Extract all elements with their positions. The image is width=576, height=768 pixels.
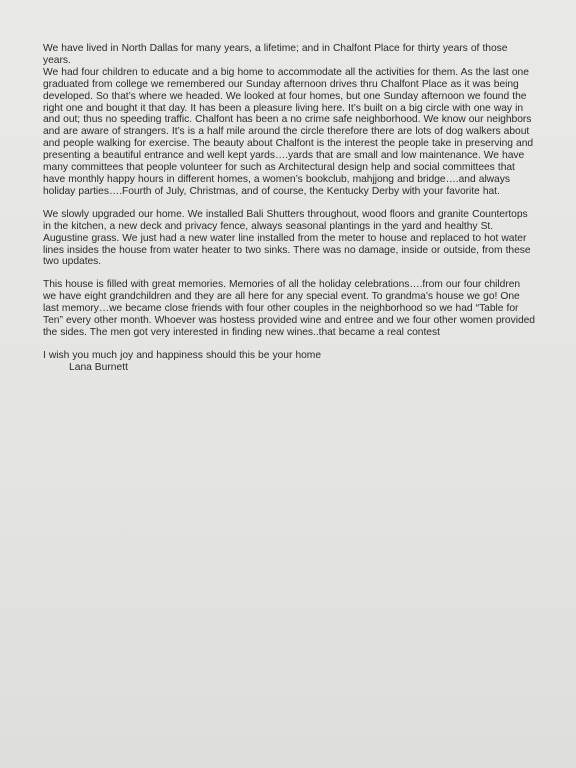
paragraph-closing: I wish you much joy and happiness should this be your home (43, 349, 322, 361)
paragraph-chalfont: We had four children to educate and a big home to accommodate all the activities for them. As the last one graduated from college we remembered our Sunday afternoon drives thru Chalfont Place as it was being developed. So that’s where we headed. We looked at four homes, but one Sunday afternoon we found the right one and bought it that day. It has been a pleasure living here. It’s built on a big circle with one way in and out; thus no speeding traffic. Chalfont has been a no crime safe neighborhood. We know our neighbors and are aware of strangers. It’s is a half mile around the circle therefore there are lots of dog walkers about and people walking for exercise. The beauty about Chalfont is the interest the people take in preserving and presenting a beautiful entrance and well kept yards….yards that are small and low maintenance. We have many committees that people volunteer for such as Architectural design help and social committees that have monthly happy hours in different homes, a women’s bookclub, mahjjong and bridge….and always holiday parties….Fourth of July, Christmas, and of course, the Kentucky Derby with your favorite hat. (43, 66, 534, 197)
signature-name: Lana Burnett (69, 361, 128, 373)
paragraph-intro: We have lived in North Dallas for many years, a lifetime; and in Chalfont Place for thirty years of those years. (43, 43, 508, 66)
paragraph-upgrades: We slowly upgraded our home. We installed Bali Shutters throughout, wood floors and granite Countertops in the kitchen, a new deck and privacy fence, always seasonal plantings in the yard and healthy St. Augustine grass. We just had a new water line installed from the meter to house and replaced to hot water lines insides the house from water heater to two sinks. There was no damage, inside or outside, from these two updates. (43, 208, 531, 268)
paragraph-memories: This house is filled with great memories. Memories of all the holiday celebrations….from our four children we have eight grandchildren and they are all here for any special event. To grandma’s house we go! One last memory…we became close friends with four other couples in the neighborhood so we had “Table for Ten” every other month. Whoever was hostess provided wine and entree and we four other women provided the sides. The men got very interested in finding new wines..that became a real contest (43, 279, 535, 338)
